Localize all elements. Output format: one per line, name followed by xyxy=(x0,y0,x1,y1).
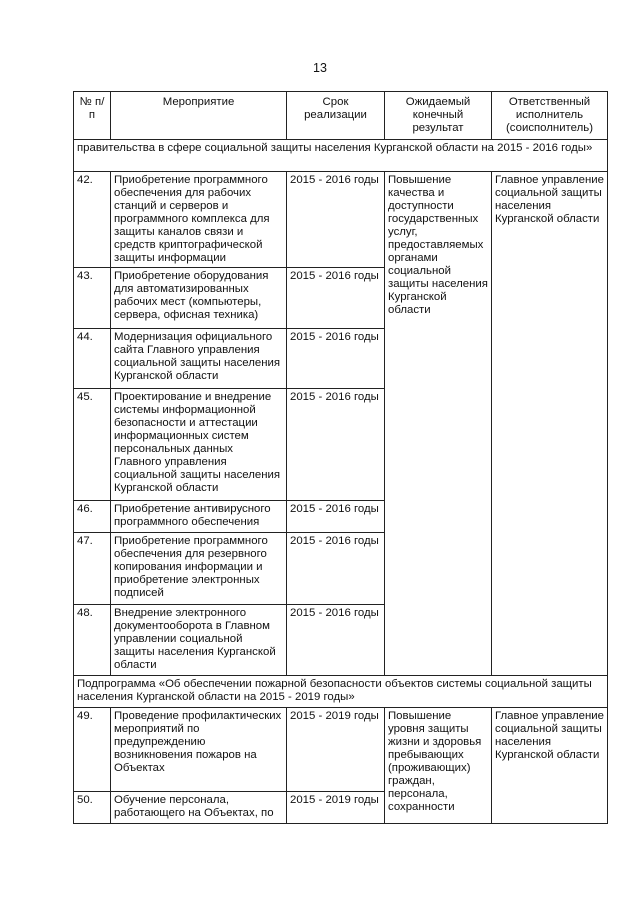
header-executor: Ответственный исполнитель (соисполнитель) xyxy=(492,92,608,140)
row-event: Приобретение оборудования для автоматизированных рабочих мест (компьютеры, сервера, офисная техника) xyxy=(111,268,287,329)
row-number: 46. xyxy=(74,501,111,533)
row-number: 42. xyxy=(74,172,111,268)
page-number: 13 xyxy=(313,61,327,75)
row-number: 50. xyxy=(74,792,111,824)
row-number: 45. xyxy=(74,389,111,501)
table-row xyxy=(74,172,608,268)
row-event: Проектирование и внедрение системы информационной безопасности и аттестации информационных систем персональных данных Главного управления социальной защиты населения Курганской области xyxy=(111,389,287,501)
row-term: 2015 - 2019 годы xyxy=(287,792,385,824)
row-term: 2015 - 2016 годы xyxy=(287,268,385,329)
row-number: 48. xyxy=(74,605,111,676)
group-result: Повышение уровня защиты жизни и здоровья пребывающих (проживающих) граждан, персонала, сохранности xyxy=(385,708,492,824)
group-executor: Главное управление социальной защиты населения Курганской области xyxy=(492,708,608,824)
row-number: 44. xyxy=(74,329,111,389)
row-term: 2015 - 2016 годы xyxy=(287,533,385,605)
header-result: Ожидаемый конечный результат xyxy=(385,92,492,140)
row-event: Внедрение электронного документооборота в Главном управлении социальной защиты населения Курганской области xyxy=(111,605,287,676)
row-term: 2015 - 2016 годы xyxy=(287,389,385,501)
row-term: 2015 - 2016 годы xyxy=(287,605,385,676)
header-event: Мероприятие xyxy=(111,92,287,140)
table-header-row xyxy=(74,92,608,140)
table-row xyxy=(74,708,608,792)
header-term: Срок реализации xyxy=(287,92,385,140)
row-term: 2015 - 2016 годы xyxy=(287,329,385,389)
row-term: 2015 - 2019 годы xyxy=(287,708,385,792)
section-row xyxy=(74,140,608,172)
row-event: Приобретение программного обеспечения для резервного копирования информации и приобретение электронных подписей xyxy=(111,533,287,605)
row-event: Приобретение программного обеспечения для рабочих станций и серверов и программного комплекса для защиты каналов связи и средств криптографической защиты информации xyxy=(111,172,287,268)
row-number: 47. xyxy=(74,533,111,605)
section-title: правительства в сфере социальной защиты населения Курганской области на 2015 - 2016 годы» xyxy=(74,140,608,172)
row-event: Проведение профилактических мероприятий по предупреждению возникновения пожаров на Объектах xyxy=(111,708,287,792)
section-row xyxy=(74,676,608,708)
row-number: 49. xyxy=(74,708,111,792)
row-event: Обучение персонала, работающего на Объектах, по xyxy=(111,792,287,824)
row-event: Модернизация официального сайта Главного управления социальной защиты населения Курганской области xyxy=(111,329,287,389)
row-event: Приобретение антивирусного программного обеспечения xyxy=(111,501,287,533)
section-title: Подпрограмма «Об обеспечении пожарной безопасности объектов системы социальной защиты населения Курганской области на 2015 - 2019 годы» xyxy=(74,676,608,708)
group-executor: Главное управление социальной защиты населения Курганской области xyxy=(492,172,608,676)
row-number: 43. xyxy=(74,268,111,329)
row-term: 2015 - 2016 годы xyxy=(287,501,385,533)
group-result: Повышение качества и доступности государственных услуг, предоставляемых органами социальной защиты населения Курганской области xyxy=(385,172,492,676)
header-num: № п/п xyxy=(74,92,111,140)
row-term: 2015 - 2016 годы xyxy=(287,172,385,268)
plan-table xyxy=(73,91,608,824)
